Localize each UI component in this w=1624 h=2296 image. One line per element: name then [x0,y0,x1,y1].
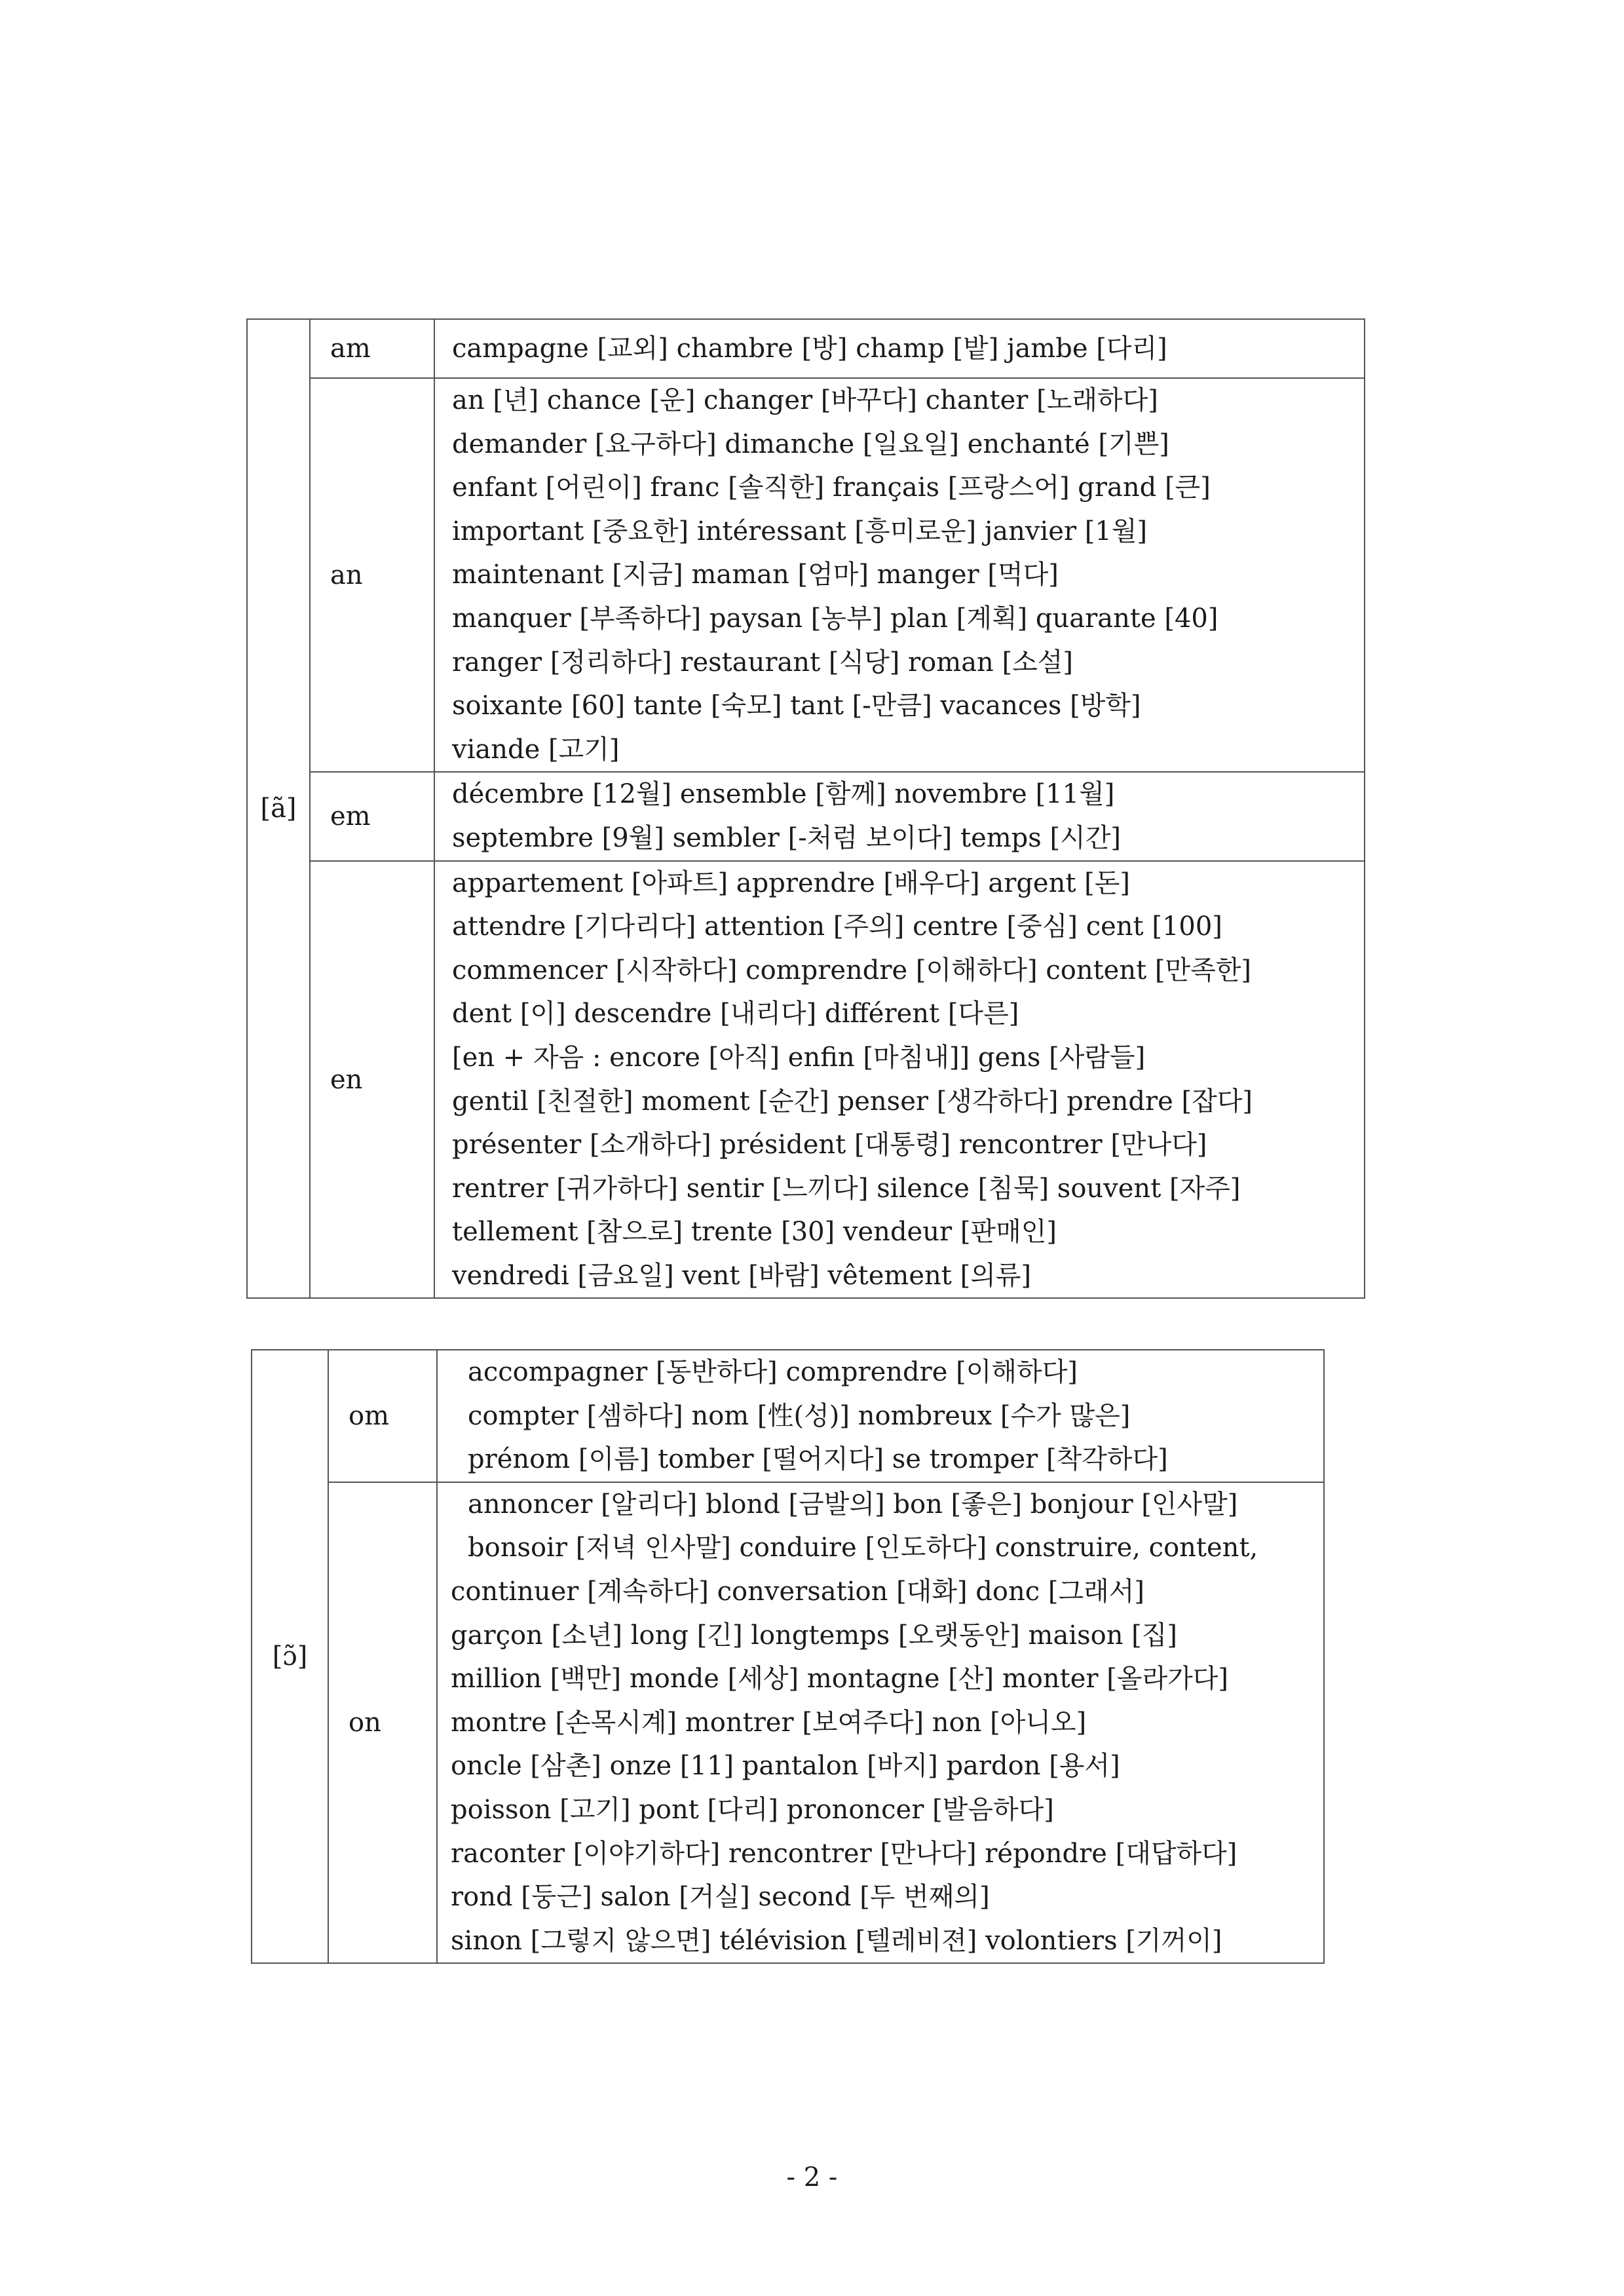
word-line: sinon [그렇지 않으면] télévision [텔레비젼] volontiers [기꺼이] [451,1925,1222,1956]
word-line: raconter [이야기하다] rencontrer [만나다] répondre [대답하다] [451,1838,1237,1869]
word-line: garçon [소년] long [긴] longtemps [오랫동안] maison [집] [451,1620,1178,1651]
word-line: compter [셈하다] nom [性(성)] nombreux [수가 많은] [468,1400,1131,1431]
word-list [434,861,1365,1299]
nasal-o-table [251,1349,1325,1964]
word-line: présenter [소개하다] président [대통령] rencontrer [만나다] [452,1130,1207,1160]
word-list [434,772,1365,860]
spelling-cell: am [310,319,434,378]
word-line: rond [둥근] salon [거실] second [두 번째의] [451,1882,990,1913]
word-line: oncle [삼촌] onze [11] pantalon [바지] pardon [용서] [451,1751,1120,1782]
word-line: bonsoir [저녁 인사말] conduire [인도하다] construire, content, [468,1533,1258,1563]
word-line: soixante [60] tante [숙모] tant [-만큼] vacances [방학] [452,691,1141,721]
page-number: - 2 - [786,2162,838,2192]
spelling-cell: em [310,772,434,860]
word-line: important [중요한] intéressant [흥미로운] janvier [1월] [452,516,1148,546]
word-line: maintenant [지금] maman [엄마] manger [먹다] [452,560,1059,590]
word-line: attendre [기다리다] attention [주의] centre [중심] cent [100] [452,911,1222,942]
word-line: [en + 자음 : encore [아직] enfin [마침내]] gens [사람들] [452,1042,1146,1073]
word-line: manquer [부족하다] paysan [농부] plan [계획] quarante [40] [452,603,1218,634]
word-line: million [백만] monde [세상] montagne [산] monter [올라가다] [451,1664,1228,1694]
word-line: montre [손목시계] montrer [보여주다] non [아니오] [451,1707,1087,1738]
word-line: accompagner [동반하다] comprendre [이해하다] [468,1357,1078,1387]
word-list [434,378,1365,772]
table-row [247,378,1365,772]
word-line: appartement [아파트] apprendre [배우다] argent [돈] [452,868,1130,898]
word-line: vendredi [금요일] vent [바람] vêtement [의류] [452,1260,1032,1291]
word-line: continuer [계속하다] conversation [대화] donc [그래서] [451,1576,1144,1607]
table-row [247,861,1365,1299]
spelling-cell: en [310,861,434,1299]
spelling-cell: an [310,378,434,772]
table-row [252,1350,1324,1482]
word-list [434,319,1365,378]
word-line: demander [요구하다] dimanche [일요일] enchanté [기쁜] [452,429,1169,459]
word-line: viande [고기] [452,734,620,765]
word-line: enfant [어린이] franc [솔직한] français [프랑스어] grand [큰] [452,472,1211,503]
table-row [247,319,1365,378]
word-line: ranger [정리하다] restaurant [식당] roman [소설] [452,647,1074,678]
word-line: campagne [교외] chambre [방] champ [밭] jambe [다리] [452,334,1167,364]
word-line: commencer [시작하다] comprendre [이해하다] content [만족한] [452,955,1252,985]
spelling-cell: om [328,1350,437,1482]
phoneme-cell: [ã] [247,319,310,1298]
word-line: dent [이] descendre [내리다] différent [다른] [452,999,1019,1029]
word-line: rentrer [귀가하다] sentir [느끼다] silence [침묵] souvent [자주] [452,1173,1241,1204]
word-line: tellement [참으로] trente [30] vendeur [판매인] [452,1217,1057,1248]
word-line: septembre [9월] sembler [-처럼 보이다] temps [시간] [452,822,1122,853]
word-line: poisson [고기] pont [다리] prononcer [발음하다] [451,1794,1054,1825]
word-line: gentil [친절한] moment [순간] penser [생각하다] prendre [잡다] [452,1086,1253,1117]
word-line: décembre [12월] ensemble [함께] novembre [11월] [452,779,1115,810]
nasal-a-table [246,318,1365,1299]
word-line: an [년] chance [운] changer [바꾸다] chanter [노래하다] [452,385,1158,415]
spelling-cell: on [328,1482,437,1964]
word-line: annoncer [알리다] blond [금발의] bon [좋은] bonjour [인사말] [468,1489,1238,1520]
table-row [247,772,1365,860]
word-line: prénom [이름] tomber [떨어지다] se tromper [착각하다] [468,1444,1168,1475]
phoneme-cell: [ɔ̃] [252,1350,328,1963]
word-list [437,1350,1324,1482]
table-row [252,1482,1324,1964]
word-list [437,1482,1324,1964]
